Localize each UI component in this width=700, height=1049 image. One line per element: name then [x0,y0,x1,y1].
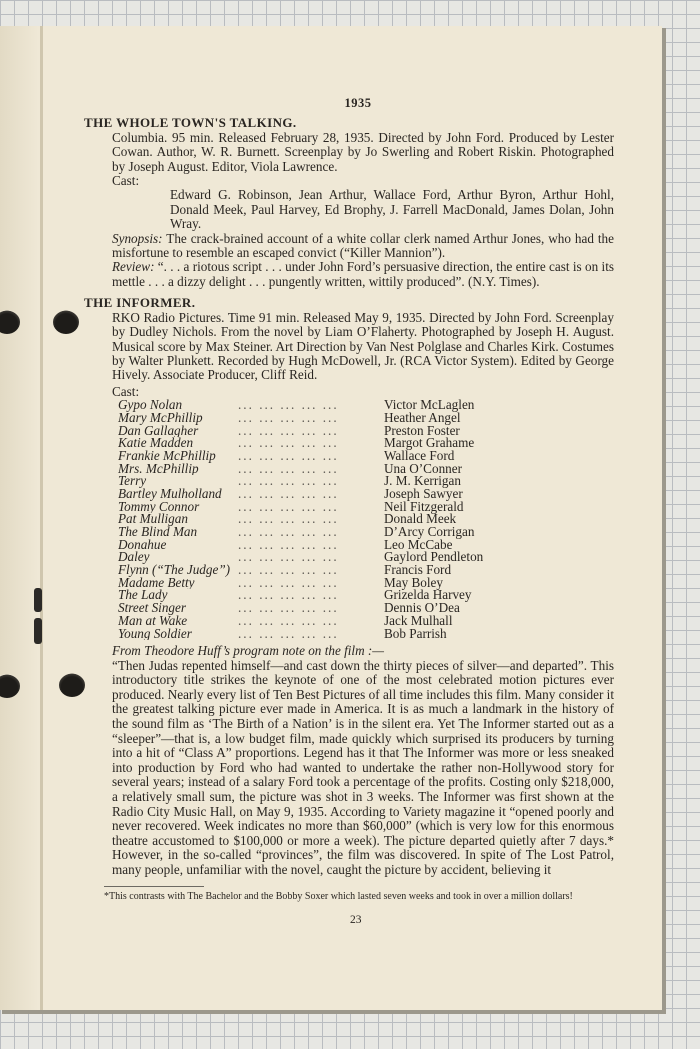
page-content [84,96,614,902]
leader-dots: ... ... ... ... ... [238,602,339,615]
binding-mark-lower [34,618,42,644]
cast-row [118,437,614,450]
leader-dots: ... ... ... ... ... [238,437,339,450]
cast-row [118,447,614,463]
review-text: “. . . a riotous script . . . under John Ford’s persuasive direction, the entire cast is on its mettle . . . a dizzy delight . . . pungently written, wittily produced”. (N.Y. Times). [112,259,614,289]
punch-hole-lower [59,673,85,697]
leader-dots: ... ... ... ... ... [238,627,339,641]
role-name: Young Soldier [118,627,192,641]
role-name: The Lady [118,589,168,603]
cast-row [118,612,614,628]
role-name: The Blind Man [118,526,198,539]
actor-name: Dennis O’Dea [384,600,460,616]
leader-dots: ... ... ... ... ... [238,487,339,501]
role-name: Daley [118,551,150,565]
film-credits: RKO Radio Pictures. Time 91 min. Released May 9, 1935. Directed by John Ford. Screenplay by Dudley Nichols. From the novel by Liam O’Flaherty. Photographed by Joseph H. August. Musical score by Max Steiner. Art Direction by Van Nest Polglase and Charles Kirk. Costumes by Walter Plunkett. Recorded by Hugh McDowell, Jr. (RCA Victor System). Edited by George Hively. Associate Producer, Cliff Reid. [112,309,614,383]
cast-row [118,564,614,577]
cast-table [84,399,614,640]
actor-name: Victor McLaglen [384,397,475,413]
cast-row [118,536,614,552]
film-title: THE INFORMER. [84,295,196,311]
role-name: Dan Gallagher [118,424,199,438]
cast-list: Edward G. Robinson, Jean Arthur, Wallace Ford, Arthur Byron, Arthur Hohl, Donald Meek, Paul Harvey, Ed Brophy, J. Farrell MacDonald, James Dolan, John Wray. [170,187,614,232]
cast-row [118,513,614,526]
program-note-intro: From Theodore Huff’s program note on the film :— [112,643,385,659]
program-note-body [84,659,614,878]
leader-dots: ... ... ... ... ... [238,500,339,514]
leader-dots: ... ... ... ... ... [238,424,339,438]
film-entry-whole-towns-talking [84,116,614,289]
cast-row [118,485,614,501]
role-name: Bartley Mulholland [118,487,222,501]
role-name: Katie Madden [118,437,194,450]
actor-name: Wallace Ford [384,447,455,463]
actor-name: Leo McCabe [384,536,453,552]
film-credits: Columbia. 95 min. Released February 28, 1935. Directed by John Ford. Produced by Lester Cowan. Author, W. R. Burnett. Screenplay by Jo Swerling and Robert Riskin. Photographed by Joseph August. Editor, Viola Lawrence. [112,129,614,174]
cast-row [118,574,614,590]
actor-name: Jack Mulhall [384,612,453,628]
role-name: Mrs. McPhillip [118,462,199,476]
actor-name: Heather Angel [384,409,461,425]
cast-row [118,526,614,539]
review-label: Review: [112,259,155,275]
actor-name: Bob Parrish [384,625,447,641]
leader-dots: ... ... ... ... ... [238,475,339,488]
actor-name: Francis Ford [384,562,452,578]
footnote-rule [104,886,204,887]
leader-dots: ... ... ... ... ... [238,538,339,552]
film-entry-informer [84,296,614,877]
leader-dots: ... ... ... ... ... [238,576,339,590]
role-name: Tommy Connor [118,500,200,514]
cast-row [118,460,614,476]
role-name: Mary McPhillip [118,411,203,425]
leader-dots: ... ... ... ... ... [238,411,339,425]
leader-dots: ... ... ... ... ... [238,449,339,463]
footnote: *This contrasts with The Bachelor and the Bobby Soxer which lasted seven weeks and took in over a million dollars! [104,890,573,902]
punch-hole-upper [53,310,79,334]
actor-name: Margot Grahame [384,435,475,451]
actor-name: Joseph Sawyer [384,485,463,501]
actor-name: Neil Fitzgerald [384,498,464,514]
cast-label: Cast: [112,383,140,399]
film-title: THE WHOLE TOWN'S TALKING. [84,115,297,131]
role-name: Street Singer [118,602,186,615]
role-name: Terry [118,475,147,488]
role-name: Flynn (“The Judge”) [118,564,231,577]
leader-dots: ... ... ... ... ... [238,513,339,526]
leader-dots: ... ... ... ... ... [238,614,339,628]
cast-row [118,551,614,564]
program-note-text: “Then Judas repented himself—and cast down the thirty pieces of silver—and departed”. This introductory title strikes the keynote of one of the most celebrated motion pictures ever produced. Nearly every list of Ten Best Pictures of all time includes this film. Many consider it the greatest talking picture ever made in America. It is as much a landmark in the history of the sound film as ‘The Birth of a Nation’ is in the silent era. Yet The Informer started out as a “sleeper”—that is, a low budget film, made quickly which surprised its producers by turning into a hit of “Class A” proportions. Legend has it that The Informer was more or less sneaked into production by Ford who had wanted to undertake the rather non-Hollywood story for several years; instead of a salary Ford took a percentage of the profits. Costing only $218,000, a relatively small sum, the picture was shot in 3 weeks. The Informer was first shown at the Radio City Music Hall, on May 9, 1935. According to Variety magazine it “opened poorly and never recovered. Week indicates no more than $60,000” (which is very low for this enormous theatre accustomed to $100,000 or more a week). The picture departed quietly after 7 days.* However, in the so-called “provinces”, the film was discovered. In spite of The Lost Patrol, many people, unfamiliar with the novel, caught the picture by accident, believing it [112,657,614,877]
cast-row [118,602,614,615]
review [112,260,614,289]
film-body [84,311,614,399]
leader-dots: ... ... ... ... ... [238,564,339,577]
role-name: Gypo Nolan [118,399,183,412]
leader-dots: ... ... ... ... ... [238,526,339,539]
actor-name: May Boley [384,574,443,590]
cast-label: Cast: [112,173,140,189]
cast-row [118,625,614,641]
leader-dots: ... ... ... ... ... [238,462,339,476]
synopsis-label: Synopsis: [112,230,163,246]
actor-name: Gaylord Pendleton [384,549,484,565]
page-crease [40,26,43,1010]
actor-name: D’Arcy Corrigan [384,524,475,539]
role-name: Pat Mulligan [118,513,188,526]
leader-dots: ... ... ... ... ... [238,399,339,412]
page-number: 23 [350,914,362,926]
synopsis-text: The crack-brained account of a white collar clerk named Arthur Jones, who had the misfortune to resemble an escaped convict (“Killer Mannion”). [112,230,614,261]
role-name: Man at Wake [118,614,188,628]
cast-row [118,475,614,488]
cast-row [118,498,614,514]
actor-name: Una O’Conner [384,460,463,476]
cast-row [118,399,614,412]
actor-name: J. M. Kerrigan [384,473,461,489]
binding-mark-upper [34,588,42,612]
synopsis [112,232,614,261]
leader-dots: ... ... ... ... ... [238,589,339,603]
role-name: Donahue [118,538,167,552]
cast-row [118,589,614,602]
cast-row [118,422,614,438]
cast-row [118,409,614,425]
actor-name: Preston Foster [384,422,460,438]
role-name: Frankie McPhillip [118,449,216,463]
year-heading: 1935 [344,96,372,110]
film-body [84,131,614,289]
role-name: Madame Betty [118,576,195,590]
leader-dots: ... ... ... ... ... [238,551,339,565]
actor-name: Grizelda Harvey [384,587,472,603]
actor-name: Donald Meek [384,511,457,527]
